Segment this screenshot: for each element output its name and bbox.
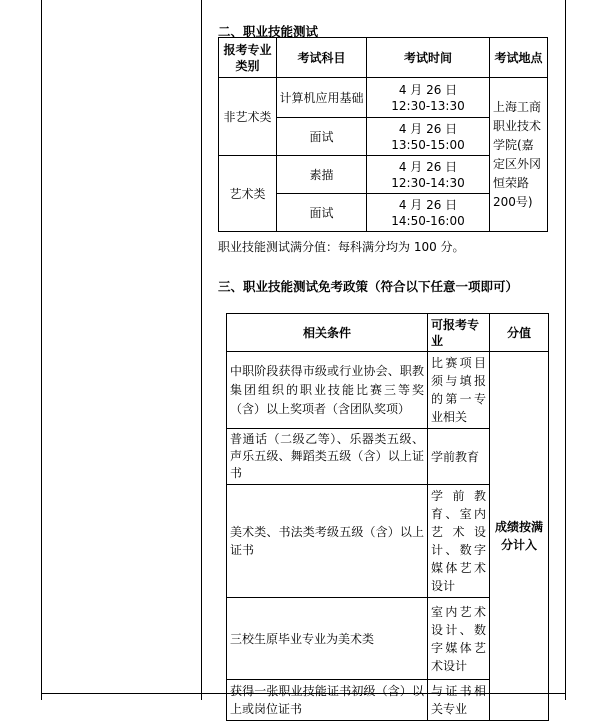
subject-cell: 计算机应用基础	[277, 78, 367, 118]
time-cell	[367, 78, 490, 118]
category-art: 艺术类	[219, 156, 277, 232]
table-row	[227, 352, 549, 429]
time-cell	[367, 156, 490, 194]
exam-date: 4 月 26 日	[398, 197, 458, 212]
score-cell: 成绩按满分计入	[490, 352, 549, 721]
section-3-title: 三、职业技能测试免考政策（符合以下任意一项即可）	[218, 279, 519, 294]
majors-cell: 比赛项目须与填报的第一专业相关	[428, 352, 490, 429]
skill-test-schedule-table	[218, 37, 548, 232]
subject-cell: 面试	[277, 194, 367, 232]
header-category: 报考专业类别	[219, 38, 277, 78]
condition-cell: 美术类、书法类考级五级（含）以上证书	[227, 485, 428, 598]
exam-time: 12:30-14:30	[391, 175, 465, 190]
time-cell	[367, 194, 490, 232]
exam-time: 12:30-13:30	[391, 98, 465, 113]
exam-date: 4 月 26 日	[398, 121, 458, 136]
header-score: 分值	[490, 314, 549, 352]
exemption-policy-table	[226, 313, 549, 721]
table-header-row	[219, 38, 548, 78]
majors-cell: 学前教育	[428, 429, 490, 485]
majors-cell: 与证书相关专业	[428, 680, 490, 721]
exam-date: 4 月 26 日	[398, 159, 458, 174]
outer-left-border	[41, 0, 42, 700]
full-score-note: 职业技能测试满分值：每科满分均为 100 分。	[218, 240, 465, 254]
section-2-title: 二、职业技能测试	[218, 24, 319, 39]
subject-cell: 素描	[277, 156, 367, 194]
majors-cell: 学前教育、室内艺术设计、数字媒体艺术设计	[428, 485, 490, 598]
header-location: 考试地点	[490, 38, 548, 78]
header-condition: 相关条件	[227, 314, 428, 352]
column-divider	[201, 0, 202, 700]
majors-cell: 室内艺术设计、数字媒体艺术设计	[428, 598, 490, 680]
subject-cell: 面试	[277, 118, 367, 156]
header-majors: 可报考专业	[428, 314, 490, 352]
header-subject: 考试科目	[277, 38, 367, 78]
exam-location: 上海工商职业技术学院(嘉定区外冈恒荣路200号)	[490, 78, 548, 232]
condition-cell: 三校生原毕业专业为美术类	[227, 598, 428, 680]
condition-cell: 中职阶段获得市级或行业协会、职教集团组织的职业技能比赛三等奖（含）以上奖项者（含团队奖项）	[227, 352, 428, 429]
outer-right-border	[565, 0, 566, 700]
table-row	[219, 78, 548, 118]
exam-time: 13:50-15:00	[391, 137, 465, 152]
category-non-art: 非艺术类	[219, 78, 277, 156]
exam-time: 14:50-16:00	[391, 213, 465, 228]
exam-date: 4 月 26 日	[398, 82, 458, 97]
condition-cell: 普通话（二级乙等）、乐器类五级、声乐五级、舞蹈类五级（含）以上证书	[227, 429, 428, 485]
header-time: 考试时间	[367, 38, 490, 78]
table-header-row	[227, 314, 549, 352]
condition-cell: 获得一张职业技能证书初级（含）以上或岗位证书	[227, 680, 428, 721]
time-cell	[367, 118, 490, 156]
